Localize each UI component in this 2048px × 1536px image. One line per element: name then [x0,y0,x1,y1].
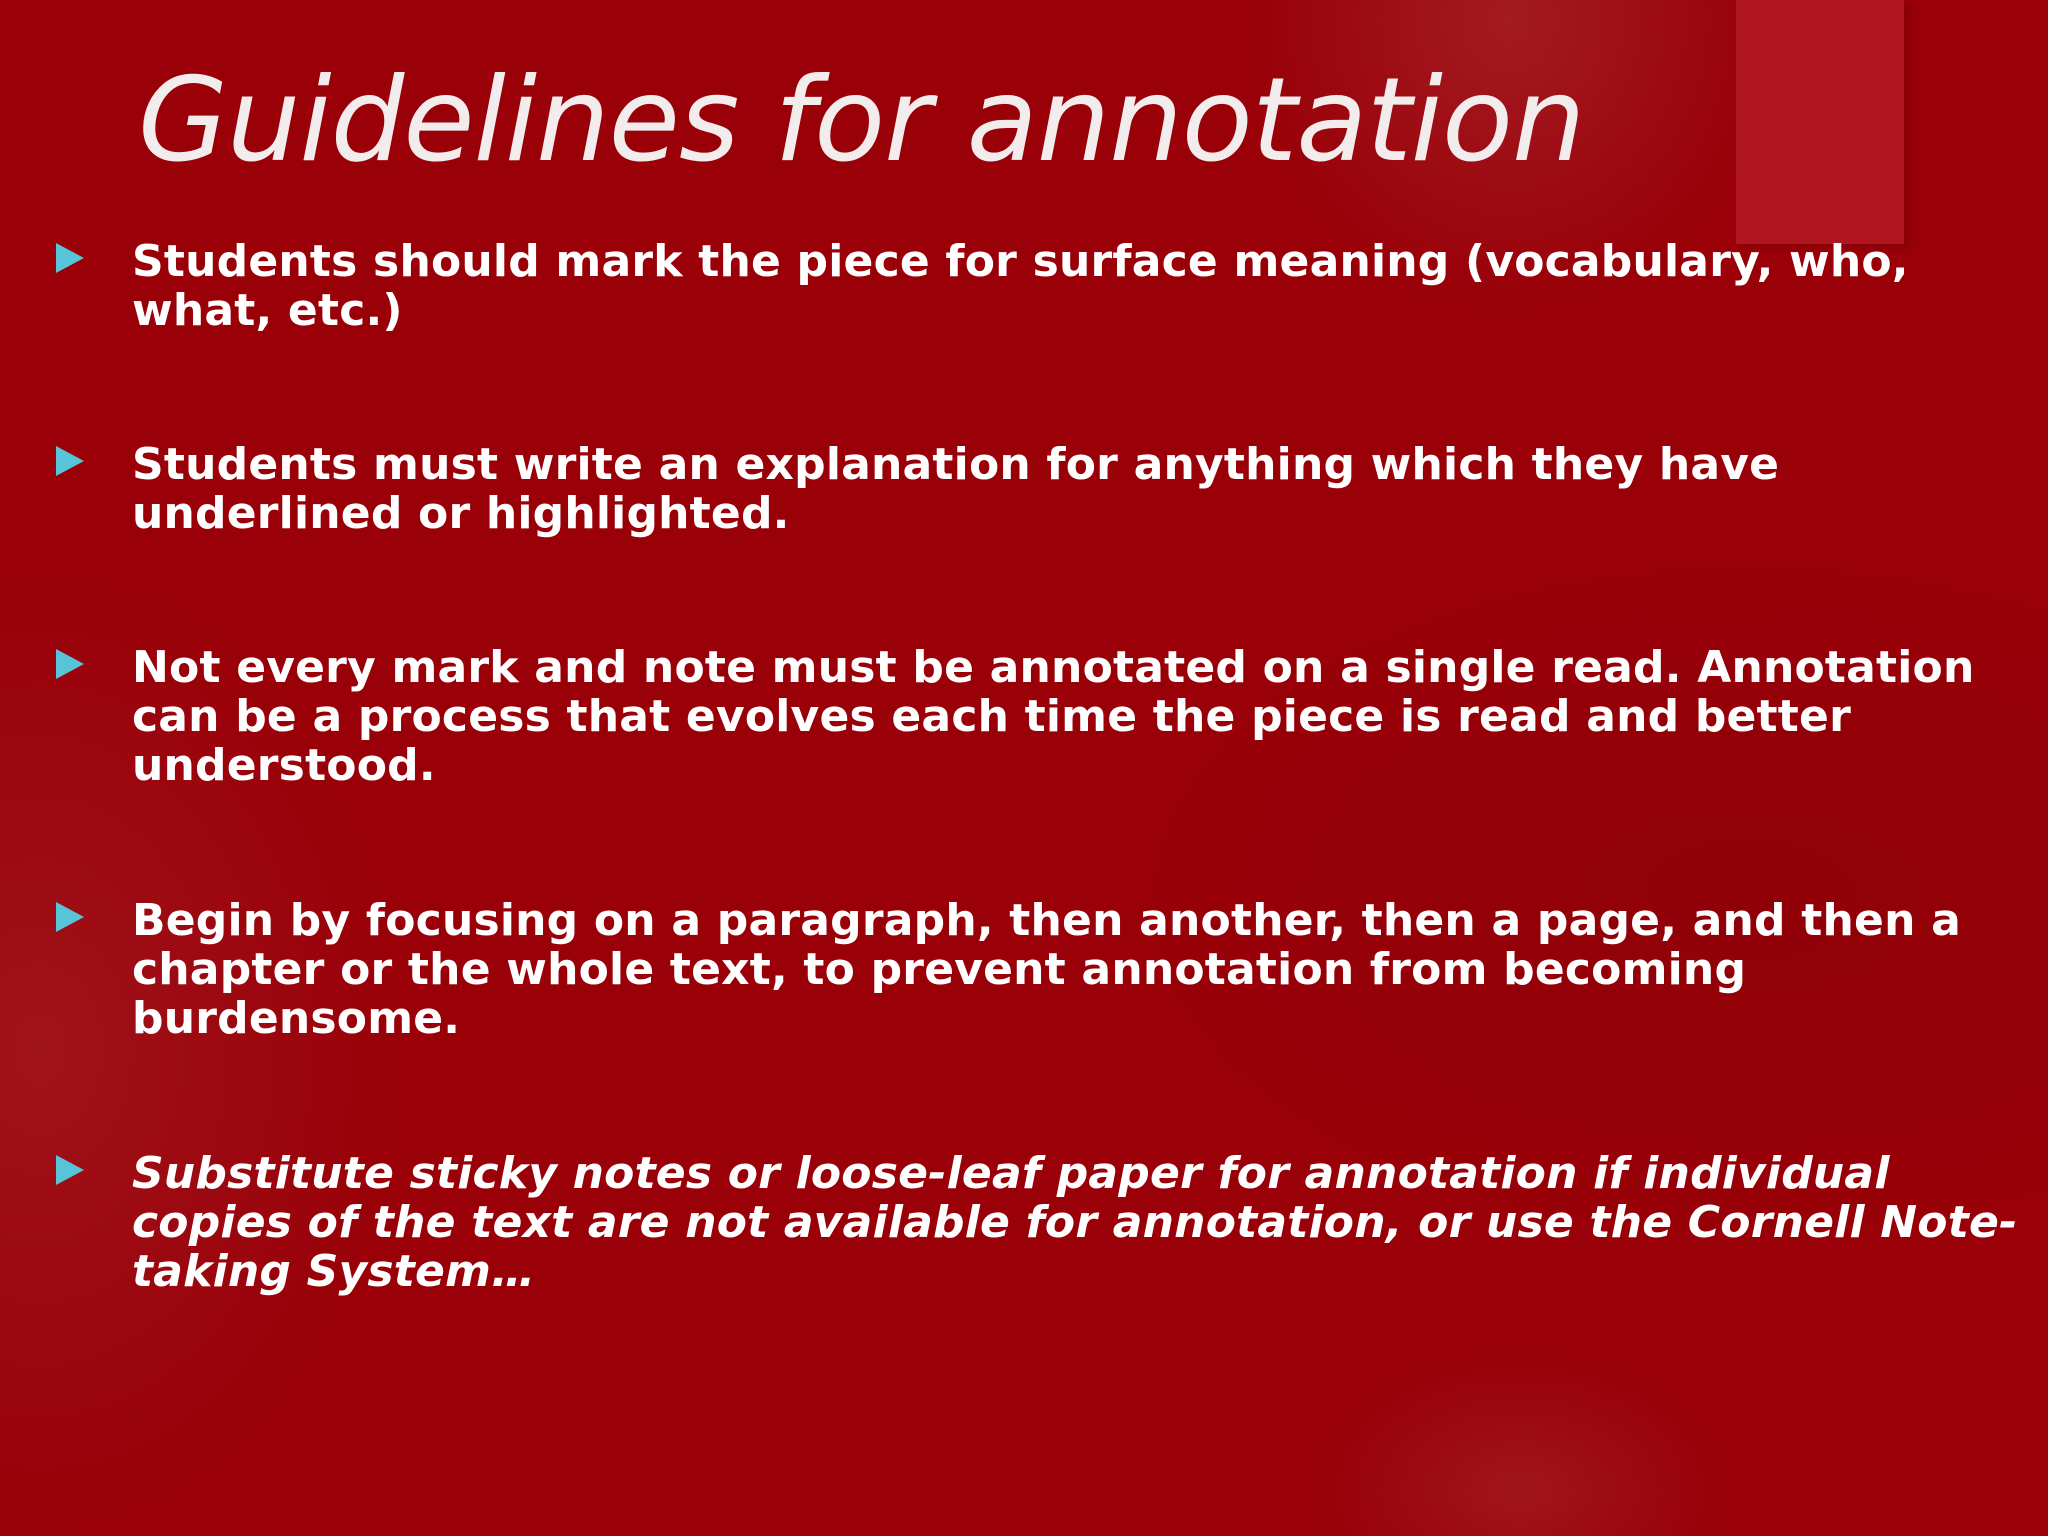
triangle-right-icon [56,1155,84,1185]
bullet-text: Students must write an explanation for anything which they have underlined or highlighted. [132,439,1780,539]
triangle-right-icon [56,902,84,932]
triangle-right-icon [56,649,84,679]
bullet-text: Begin by focusing on a paragraph, then another, then a page, and then a chapter or the whole text, to prevent annotation from becoming burdensome. [132,895,1962,1044]
triangle-right-icon [56,446,84,476]
triangle-right-icon [56,243,84,273]
bullet-text: Not every mark and note must be annotated on a single read. Annotation can be a process that evolves each time the piece is read and better understood. [132,642,1975,791]
bullet-text: Substitute sticky notes or loose-leaf paper for annotation if individual copies of the text are not available for annotation, or use the Cornell Note-taking System… [132,1148,2018,1297]
decorative-accent-block [1736,0,1904,244]
slide-title: Guidelines for annotation [138,53,1585,188]
bullet-text: Students should mark the piece for surface meaning (vocabulary, who, what, etc.) [132,236,1909,336]
